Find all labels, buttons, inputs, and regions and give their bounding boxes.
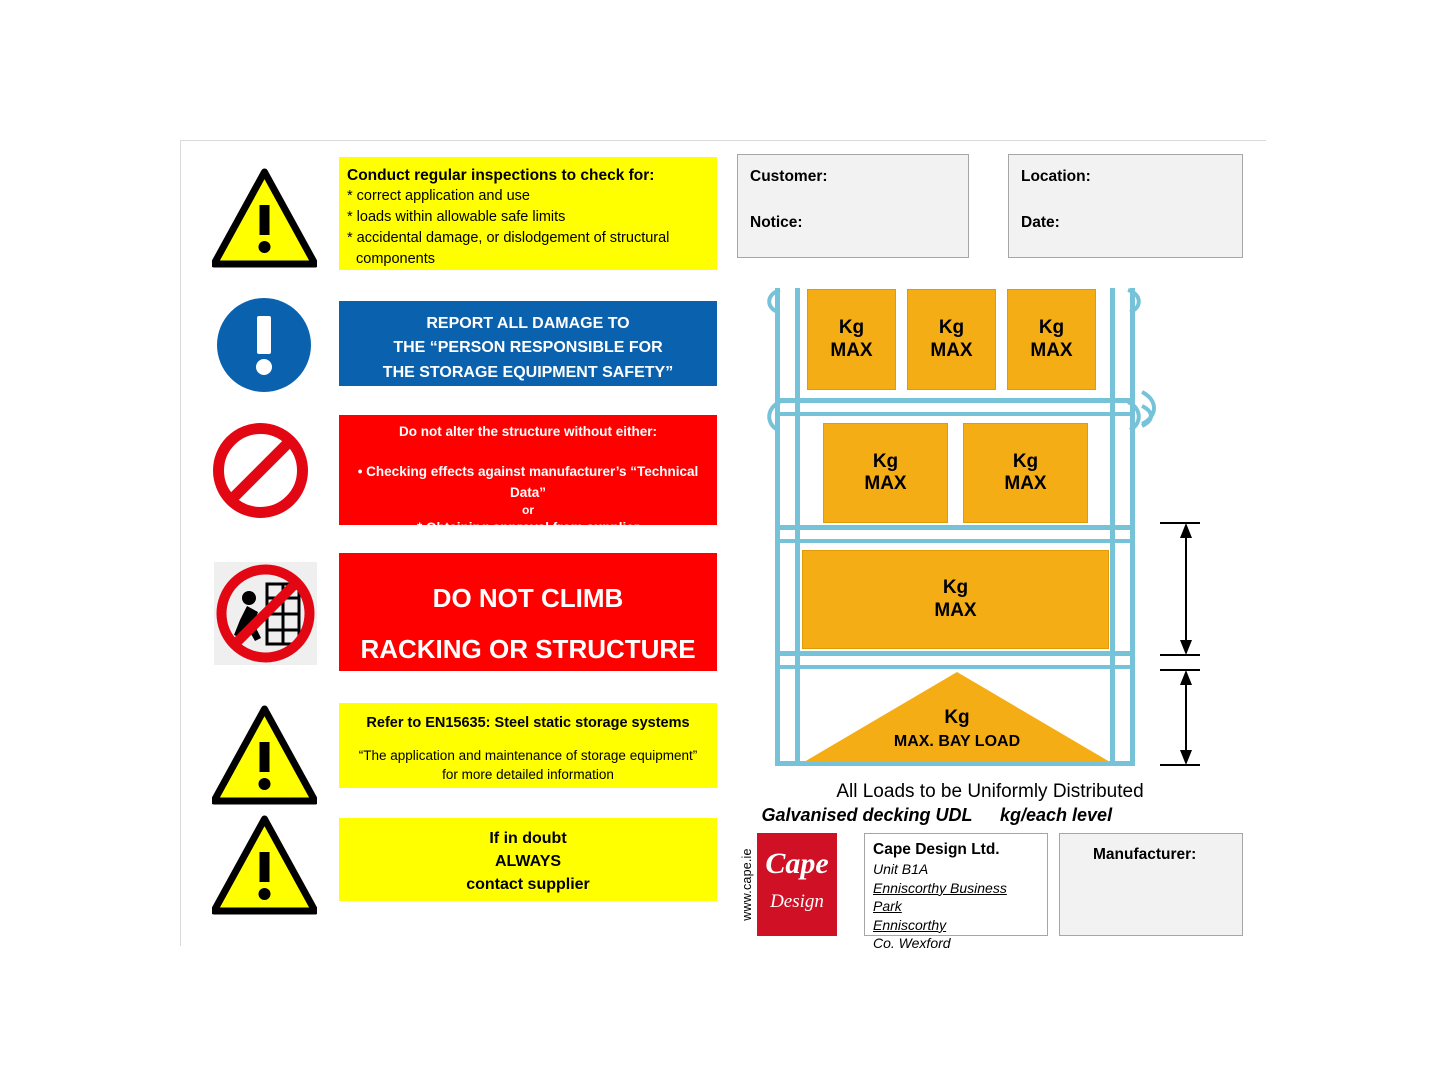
dimension-arrows xyxy=(1140,280,1260,770)
kg-each-level-caption: kg/each level xyxy=(1000,805,1113,825)
load-box-l3-1 xyxy=(802,550,1109,649)
address-line-3: Enniscorthy xyxy=(873,916,947,933)
do-not-climb-notice xyxy=(339,553,717,671)
load-box-l2-1 xyxy=(823,423,948,523)
do-not-climb-line-1: DO NOT CLIMB xyxy=(432,583,624,613)
address-line-1: Unit B1A xyxy=(873,861,929,878)
load-box-l1-1 xyxy=(807,289,896,390)
rack-beam-3b xyxy=(780,665,1130,669)
manufacturer-field[interactable] xyxy=(1059,833,1243,936)
inspection-notice xyxy=(339,157,717,270)
location-label: Location: xyxy=(1021,168,1091,185)
inspection-item-3: * accidental damage, or dislodgement of structural xyxy=(347,230,670,247)
bay-load-label: MAX. BAY LOAD xyxy=(893,733,1021,750)
bay-load-kg: Kg xyxy=(944,707,970,728)
logo-design-text: Design xyxy=(770,891,824,912)
mandatory-exclamation-icon xyxy=(216,297,312,393)
load-kg-label: Kg xyxy=(938,317,965,339)
report-damage-line-1: REPORT ALL DAMAGE TO xyxy=(426,315,630,332)
prohibition-icon xyxy=(212,422,309,519)
en15635-line-1: Refer to EN15635: Steel static storage systems xyxy=(366,715,690,731)
logo-cape-text: Cape xyxy=(765,847,829,880)
uniform-load-caption: All Loads to be Uniformly Distributed xyxy=(836,781,1144,802)
company-name: Cape Design Ltd. xyxy=(873,841,1000,858)
load-kg-label: Kg xyxy=(1038,317,1065,339)
load-max-label: MAX xyxy=(1030,339,1073,361)
location-field[interactable] xyxy=(1008,154,1243,258)
website-text: www.cape.ie xyxy=(740,848,754,921)
inspection-item-1: * correct application and use xyxy=(347,188,530,205)
load-max-label: MAX xyxy=(934,599,977,621)
load-max-label: MAX xyxy=(830,339,873,361)
notice-label: Notice: xyxy=(750,214,803,231)
date-label: Date: xyxy=(1021,214,1060,231)
address-line-2: Enniscorthy Business Park xyxy=(873,879,1007,915)
load-box-l1-3 xyxy=(1007,289,1096,390)
galvanised-udl-caption: Galvanised decking UDL xyxy=(761,805,973,825)
rack-beam-2 xyxy=(780,525,1130,530)
rack-brace-right xyxy=(1110,282,1150,452)
inspection-item-3b: components xyxy=(356,251,435,268)
inspection-heading: Conduct regular inspections to check for: xyxy=(347,167,655,184)
load-max-label: MAX xyxy=(1004,473,1047,494)
do-not-alter-notice xyxy=(339,415,717,536)
load-kg-label: Kg xyxy=(838,317,865,339)
load-kg-label: Kg xyxy=(872,450,899,472)
en15635-line-3: for more detailed information xyxy=(442,767,614,783)
warning-triangle-icon xyxy=(212,705,317,805)
if-in-doubt-line-1: If in doubt xyxy=(489,830,567,847)
report-damage-line-3: THE STORAGE EQUIPMENT SAFETY” xyxy=(382,363,674,381)
no-climbing-icon xyxy=(214,562,317,665)
load-kg-label: Kg xyxy=(1012,450,1039,472)
report-damage-line-2: THE “PERSON RESPONSIBLE FOR xyxy=(393,339,663,357)
do-not-alter-line-4: * Obtaining approval from supplier xyxy=(416,520,640,536)
load-kg-label: Kg xyxy=(942,577,969,599)
if-in-doubt-line-3: contact supplier xyxy=(466,876,590,894)
warning-triangle-icon xyxy=(212,168,317,268)
address-line-4: Co. Wexford xyxy=(873,935,951,952)
customer-field[interactable] xyxy=(737,154,969,258)
load-max-label: MAX xyxy=(864,473,907,494)
en15635-line-2: “The application and maintenance of storage equipment” xyxy=(358,747,698,763)
rack-beam-1b xyxy=(780,412,1130,416)
do-not-alter-line-3: or xyxy=(522,502,534,517)
do-not-climb-line-2: RACKING OR STRUCTURE xyxy=(360,634,696,665)
report-damage-notice xyxy=(339,301,717,386)
load-box-l1-2 xyxy=(907,289,996,390)
if-in-doubt-line-2: ALWAYS xyxy=(494,853,562,871)
rack-beam-3 xyxy=(780,651,1130,656)
warning-triangle-icon xyxy=(212,815,317,915)
rack-beam-1 xyxy=(780,398,1130,403)
load-box-l2-2 xyxy=(963,423,1088,523)
en15635-notice xyxy=(339,703,717,788)
if-in-doubt-notice xyxy=(339,818,717,901)
manufacturer-label: Manufacturer: xyxy=(1093,846,1197,863)
cape-design-logo xyxy=(757,833,837,936)
do-not-alter-line-1: Do not alter the structure without either: xyxy=(398,424,657,439)
load-max-label: MAX xyxy=(930,339,973,361)
rack-brace-left xyxy=(760,282,800,452)
customer-label: Customer: xyxy=(750,168,828,185)
do-not-alter-line-2: • Checking effects against manufacturer’s “Technical Data” xyxy=(357,464,699,500)
rack-beam-2b xyxy=(780,539,1130,543)
inspection-item-2: * loads within allowable safe limits xyxy=(347,209,566,226)
company-address xyxy=(864,833,1048,952)
